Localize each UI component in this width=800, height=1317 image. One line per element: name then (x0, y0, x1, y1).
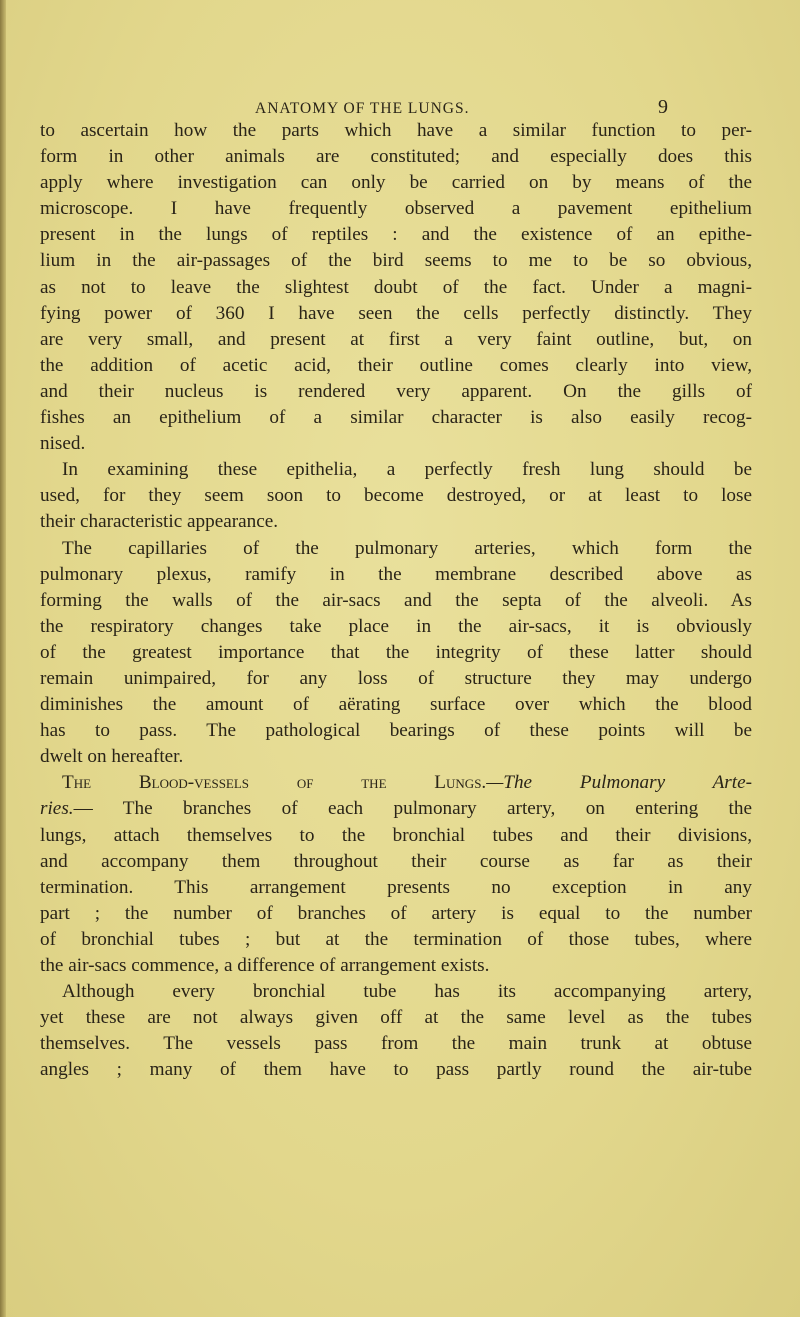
text-line: the air-sacs commence, a difference of arrangement exists. (40, 955, 490, 976)
text-line: remain unimpaired, for any loss of structure they may undergo (40, 667, 752, 689)
text-line: nised. (40, 433, 86, 455)
text-line: themselves. The vessels pass from the main trunk at obtuse (40, 1033, 752, 1055)
section-heading: The Blood-vessels of the Lungs. (62, 772, 487, 794)
text-line: and their nucleus is rendered very apparent. On the gills of (40, 380, 752, 402)
text-line: In examining these epithelia, a perfectly fresh lung should be (62, 459, 752, 481)
text-line: of bronchial tubes ; but at the termination of those tubes, where (40, 928, 752, 950)
subsection-heading: —The Pulmonary Arte- (486, 772, 752, 794)
section-heading-line (40, 770, 752, 796)
page-body (40, 118, 752, 1083)
text-line: part ; the number of branches of artery is equal to the number (40, 902, 752, 924)
text-line: as not to leave the slightest doubt of the fact. Under a magni- (40, 276, 752, 298)
text-line: the respiratory changes take place in the air-sacs, it is obviously (40, 615, 752, 637)
text-line: angles ; many of them have to pass partly round the air-tube (40, 1059, 752, 1081)
text-line: their characteristic appearance. (40, 511, 279, 533)
text-line: The capillaries of the pulmonary arteries, which form the (62, 537, 752, 559)
text-line: Although every bronchial tube has its accompanying artery, (62, 981, 752, 1003)
text-line: apply where investigation can only be carried on by means of the (40, 172, 752, 194)
text-line: lium in the air-passages of the bird seems to me to be so obvious, (40, 250, 752, 272)
text-line: to ascertain how the parts which have a similar function to per- (40, 120, 752, 141)
text-line: fying power of 360 I have seen the cells perfectly distinctly. They (40, 302, 752, 324)
text-line: pulmonary plexus, ramify in the membrane described above as (40, 563, 752, 585)
text-line: microscope. I have frequently observed a pavement epithelium (40, 198, 752, 220)
text-line: forming the walls of the air-sacs and the septa of the alveoli. As (40, 589, 752, 611)
text-line: form in other animals are constituted; and especially does this (40, 146, 752, 168)
text-line: fishes an epithelium of a similar character is also easily recog- (40, 407, 752, 429)
text-line-rest: — The branches of each pulmonary artery, on entering the (73, 798, 752, 820)
page-edge (0, 0, 6, 1317)
text-line: lungs, attach themselves to the bronchial tubes and their divisions, (40, 824, 752, 846)
text-line: yet these are not always given off at the same level as the tubes (40, 1007, 752, 1029)
text-line: the addition of acetic acid, their outline comes clearly into view, (40, 354, 752, 376)
text-block-1 (40, 118, 752, 770)
text-line (40, 796, 752, 822)
text-line: has to pass. The pathological bearings of these points will be (40, 720, 752, 742)
running-title: ANATOMY OF THE LUNGS. (255, 100, 470, 117)
text-line: diminishes the amount of aërating surface over which the blood (40, 694, 752, 716)
page-number: 9 (658, 96, 668, 118)
text-line: are very small, and present at first a very faint outline, but, on (40, 328, 752, 350)
text-line: used, for they seem soon to become destroyed, or at least to lose (40, 485, 752, 507)
text-line: and accompany them throughout their course as far as their (40, 850, 752, 872)
text-block-2 (40, 823, 752, 1084)
text-line: present in the lungs of reptiles : and the existence of an epithe- (40, 224, 752, 246)
text-line: of the greatest importance that the integrity of these latter should (40, 641, 752, 663)
text-line: dwelt on hereafter. (40, 746, 184, 768)
text-line: termination. This arrangement presents no exception in any (40, 876, 752, 898)
subsection-heading-cont: ries. (40, 798, 74, 820)
